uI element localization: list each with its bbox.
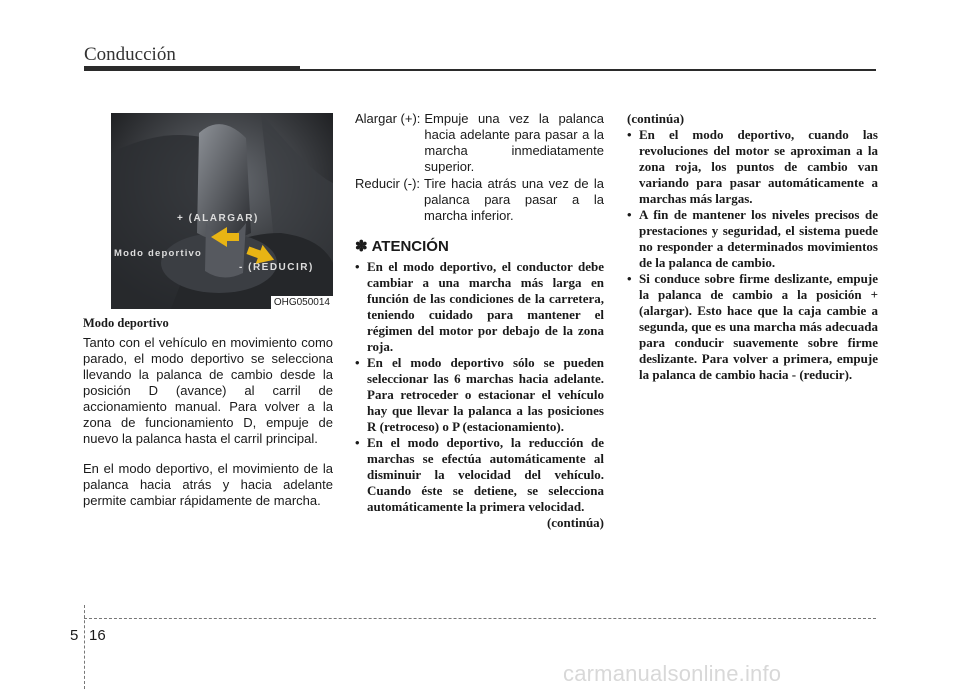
list-item: • En el modo deportivo, la reducción de marchas se efectúa automáticamente al disminuir la velocidad del vehículo. Cuando éste se detiene, se selecciona automáticamente la primera velocidad. [355,435,604,515]
list-item: • En el modo deportivo, el conductor debe cambiar a una marcha más larga en función de las condiciones de la carretera, teniendo cuidado para mantener el régimen del motor por debajo de la zona roja. [355,259,604,355]
chapter-number: 5 [70,627,79,644]
page-number: 16 [89,627,106,644]
header-rule-thick [84,66,300,71]
definition-reducir [355,176,604,224]
caution-title: ATENCIÓN [371,237,449,255]
definition-desc: Empuje una vez la palanca hacia adelante para pasar a la marcha inmediatamente superior. [424,111,604,174]
page-header-title: Conducción [84,44,176,65]
gear-shift-photo [111,113,333,309]
column-left [83,316,333,523]
caution-icon: ✽ [355,238,368,255]
caution-list [355,259,604,515]
header-rule-thin [300,69,876,71]
list-item: • En el modo deportivo sólo se pueden seleccionar las 6 marchas hacia adelante. Para retroceder o estacionar el vehículo hay que llevar la palanca a las posiciones R (retroceso) o P (estacionamiento). [355,355,604,435]
watermark: carmanualsonline.info [563,661,782,686]
figure-code: OHG050014 [271,296,333,309]
figure-label-reducir: - (REDUCIR) [239,262,314,273]
list-item: • En el modo deportivo, cuando las revoluciones del motor se aproximan a la zona roja, los puntos de cambio van variando para pasar automáticamente a marchas más largas. [627,127,878,207]
paragraph-2: En el modo deportivo, el movimiento de la palanca hacia atrás y hacia adelante permite cambiar rápidamente de marcha. [83,461,333,508]
definition-desc: Tire hacia atrás una vez de la palanca para pasar a la marcha inferior. [424,176,604,223]
caution-heading [355,237,604,255]
section-subtitle: Modo deportivo [83,316,169,330]
caution-list-continued [627,127,878,383]
definition-term: Reducir (-): [355,176,421,191]
gear-shift-illustration [111,113,333,309]
footer-horizontal-rule [84,618,876,619]
definition-term: Alargar (+): [355,111,421,126]
continues-note: (continúa) [546,515,604,530]
continued-note: (continúa) [627,111,685,126]
column-right [627,111,878,383]
figure-label-modo: Modo deportivo [114,248,203,259]
definition-alargar [355,111,604,175]
list-item: • A fin de mantener los niveles precisos de prestaciones y seguridad, el sistema puede no responder a determinados movimientos de la palanca de cambio. [627,207,878,271]
paragraph-1: Tanto con el vehículo en movimiento como parado, el modo deportivo se selecciona llevando la palanca de cambio desde la posición D (avance) al carril de accionamiento manual. Para volver a la zona de funcionamiento D, empuje de nuevo la palanca hasta el carril principal. [83,335,333,446]
column-middle [355,111,604,531]
list-item: • Si conduce sobre firme deslizante, empuje la palanca de cambio a la posición + (alargar). Esto hace que la caja cambie a segunda, que es una marcha más adecuada para conducir suavemente sobre firme deslizante. Para volver a primera, empuje la palanca de cambio hacia - (reducir). [627,271,878,383]
figure-label-alargar: + (ALARGAR) [177,213,259,224]
